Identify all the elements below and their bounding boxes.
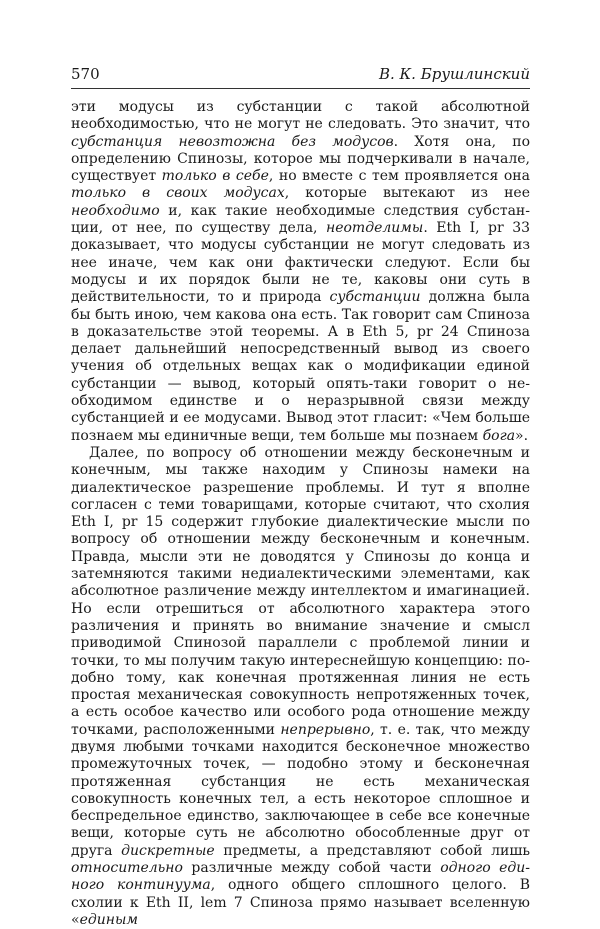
italic-text: единым [79,911,138,928]
italic-text: только в своих модусах [71,185,285,202]
text-run: , т. е. так, что между двумя любыми точками находится бесконечное множество промежуточных точек, — подобно этому и бесконечная протяженная субстанция не есть механическая совокупность конечных тел, а есть некоторое сплошное и беспредельное единство, заключающее в себе все конечные вещи, которые суть не абсолютно обособленные друг от друга [71,721,530,859]
page-header [71,65,530,85]
text-run: эти модусы из субстанции с такой абсолютной необходимостью, что не могут не следовать. Это значит, что [71,99,530,133]
italic-text: непрерывно [280,721,371,738]
header-rule [71,88,530,89]
running-head-author: В. К. Брушлинский [378,65,530,83]
text-run: , одного общего сплошного целого. В схолии к Eth II, lem 7 Спиноза прямо называет вселенную « [71,877,530,928]
text-run: . Хотя она, по определению Спинозы, которое мы подчеркивали в начале, существует [71,133,531,185]
italic-text: субстанции [329,289,421,306]
paragraph [71,445,530,929]
italic-text: только в себе [161,168,269,185]
italic-text: одного единого континуума [71,860,530,894]
text-run: должна была бы быть иною, чем какова она есть. Так говорит сам Спиноза в доказательстве этой теоремы. А в Eth 5, pr 24 Спиноза делает дальнейший непосредственный вывод из своего учения об отдельных вещах как о модификации единой субстанции — вывод, который опять-таки говорит о необходимом единстве и о неразрывной связи между субстанцией и ее модусами. Вывод этот гласит: «Чем больше познаем мы единичные вещи, тем больше мы познаем [71,289,531,444]
text-run: Далее, по вопросу об отношении между бесконечным и конечным, мы также находим у Спинозы намеки на диалектическое разрешение проблемы. И тут я вполне согласен с теми товарищами, которые считают, что схолия Eth I, pr 15 содержит глубокие диалектические мысли по вопросу об отношении между бесконечным и конечным. Правда, мысли эти не доводятся у Спинозы до конца и затемняются такими недиалектическими элементами, как абсолютное различение между интеллектом и имагинацией. Но если отрешиться от абсолютного характера этого различения и принять во внимание значение и смысл приводимой Спинозой параллели с проблемой линии и точки, то мы получим такую интереснейшую концепцию: подобно тому, как конечная протяженная линия не есть простая механическая совокупность непротяженных точек, а есть особое качество или особого рода отношение между точками, расположенными [71,444,530,738]
paragraph [71,99,530,445]
text-run: предметы, а представляют собой лишь [214,842,530,859]
italic-text: относительно [71,860,183,877]
body-text [71,99,530,929]
text-run: различные между собой части [182,860,441,877]
italic-text: необходимо [71,202,160,219]
page-number: 570 [71,65,100,83]
italic-text: бога [482,427,516,444]
text-run: и, как такие необходимые следствия субстанции, от нее, по существу дела, [71,202,530,237]
text-run: , которые вытекают из нее [284,185,530,202]
text-run: . Eth I, pr 33 доказывает, что модусы субстанции не могут следовать из нее иначе, чем как они фактически следуют. Если бы модусы и их порядок были не те, каковы они суть в действительности, то и природа [71,220,531,306]
text-run: , но вместе с тем проявляется она [268,168,530,185]
italic-text: дискретные [121,842,215,859]
italic-text: субстанция невозmожна без модусов [71,133,394,150]
italic-text: неотделимы [326,220,424,237]
text-run: ». [515,427,529,444]
